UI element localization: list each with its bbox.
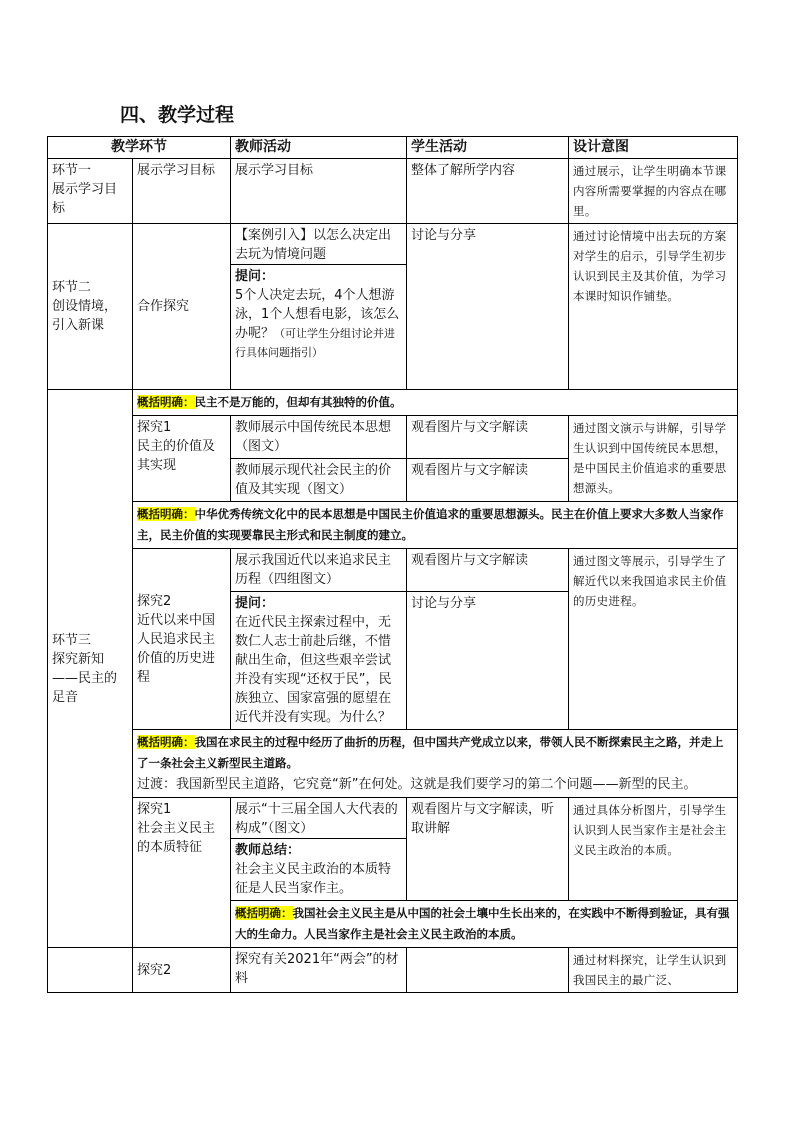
sub-stage-cell: 探究1 民主的价值及其实现 — [133, 416, 231, 502]
summary-cell — [133, 730, 738, 798]
intent-cell: 通过具体分析图片，引导学生认识到人民当家作主是社会主义民主政治的本质。 — [569, 798, 738, 901]
intent-cell: 通过图文演示与讲解，引导学生认识到中国传统民本思想，是中国民主价值追求的重要思想源头。 — [569, 416, 738, 502]
teacher-cell — [231, 798, 407, 901]
summary-text: 我国在求民主的过程中经历了曲折的历程，但中国共产党成立以来，带领人民不断探索民主之路，并走上了一条社会主义新型民主道路。 — [137, 735, 724, 770]
page-title: 四、教学过程 — [120, 104, 235, 126]
student-cell: 观看图片与文字解读，听取讲解 — [407, 798, 569, 901]
sub-stage-cell: 探究1 社会主义民主的本质特征 — [133, 798, 231, 948]
summary-text: 民主不是万能的，但却有其独特的价值。 — [194, 395, 402, 409]
student-cell: 整体了解所学内容 — [407, 159, 569, 224]
sub-stage-cell: 探究2 — [133, 948, 231, 993]
summary-label: 概括明确： — [235, 906, 293, 920]
intent-cell: 通过材料探究，让学生认识到我国民主的最广泛、 — [569, 948, 738, 993]
summary-text: 中华优秀传统文化中的民本思想是中国民主价值追求的重要思想源头。民主在价值上要求大多数人当家作主，民主价值的实现要靠民主形式和民主制度的建立。 — [137, 507, 724, 542]
student-cell: 讨论与分享 — [407, 592, 569, 730]
table-header-row — [48, 137, 738, 159]
teacher-cell — [231, 592, 407, 730]
stage-cell: 环节二 创设情境，引入新课 — [48, 224, 133, 390]
sub-stage-cell: 探究2 近代以来中国人民追求民主价值的历史进程 — [133, 549, 231, 730]
summary-label: 概括明确： — [137, 735, 195, 749]
teacher-cell: 展示我国近代以来追求民主历程（四组图文） — [231, 549, 407, 592]
question-label: 提问： — [235, 596, 275, 611]
stage-cell: 环节三 探究新知——民主的足音 — [48, 390, 133, 948]
teacher-cell: 教师展示现代社会民主的价值及其实现（图文） — [231, 459, 407, 502]
table-row — [48, 416, 738, 459]
summary-row — [48, 730, 738, 798]
intent-cell: 通过讨论情境中出去玩的方案对学生的启示，引导学生初步认识到民主及其价值，为学习本课时知识作铺垫。 — [569, 224, 738, 390]
summary-cell — [133, 502, 738, 549]
teacher-cell — [231, 224, 407, 390]
summary-label: 概括明确： — [137, 395, 195, 409]
student-cell: 讨论与分享 — [407, 224, 569, 390]
question-text: 在近代民主探索过程中，无数仁人志士前赴后继，不惜献出生命，但这些艰辛尝试并没有实现“还权于民”，民族独立、国家富强的愿望在近代并没有实现。为什么？ — [235, 615, 392, 725]
table-row — [48, 159, 738, 224]
summary-cell — [133, 390, 738, 416]
table-row — [48, 798, 738, 901]
table-row — [48, 224, 738, 390]
header-intent: 设计意图 — [569, 137, 738, 159]
teacher-cell: 展示学习目标 — [231, 159, 407, 224]
stage-cell — [48, 948, 133, 993]
question-note: （可让学生分组讨论并进行具体问题指引） — [235, 327, 396, 359]
teaching-process-table — [47, 136, 738, 993]
summary-row — [48, 502, 738, 549]
question-label: 提问： — [235, 269, 275, 284]
teacher-summary-text: 社会主义民主政治的本质特征是人民当家作主。 — [235, 862, 392, 896]
intent-cell: 通过展示，让学生明确本节课内容所需要掌握的内容点在哪里。 — [569, 159, 738, 224]
teacher-cell: 探究有关2021年“两会”的材料 — [231, 948, 407, 993]
intent-cell: 通过图文等展示，引导学生了解近代以来我国追求民主价值的历史进程。 — [569, 549, 738, 730]
table-row — [48, 948, 738, 993]
student-cell: 观看图片与文字解读 — [407, 416, 569, 459]
summary-row — [48, 390, 738, 416]
teacher-summary-label: 教师总结： — [235, 843, 301, 858]
summary-label: 概括明确： — [137, 507, 195, 521]
student-cell — [407, 948, 569, 993]
case-intro: 【案例引入】以怎么决定出去玩为情境问题 — [235, 228, 392, 262]
student-cell: 观看图片与文字解读 — [407, 549, 569, 592]
teacher-cell: 教师展示中国传统民本思想（图文） — [231, 416, 407, 459]
table-row — [48, 549, 738, 592]
teacher-show: 展示“十三届全国人大代表的构成”（图文） — [235, 802, 398, 836]
sub-stage-cell: 展示学习目标 — [133, 159, 231, 224]
header-teacher: 教师活动 — [231, 137, 407, 159]
sub-stage-cell: 合作探究 — [133, 224, 231, 390]
header-stage: 教学环节 — [48, 137, 231, 159]
summary-cell — [231, 901, 738, 948]
question-text: 5个人决定去玩，4个人想游泳，1个人想看电影，该怎么办呢？ — [235, 288, 400, 341]
header-student: 学生活动 — [407, 137, 569, 159]
stage-cell: 环节一 展示学习目标 — [48, 159, 133, 224]
summary-text: 我国社会主义民主是从中国的社会土壤中生长出来的，在实践中不断得到验证，具有强大的生命力。人民当家作主是社会主义民主政治的本质。 — [235, 906, 730, 941]
transition-text: 过渡：我国新型民主道路，它究竟“新”在何处。这就是我们要学习的第二个问题——新型的民主。 — [137, 777, 697, 792]
student-cell: 观看图片与文字解读 — [407, 459, 569, 502]
